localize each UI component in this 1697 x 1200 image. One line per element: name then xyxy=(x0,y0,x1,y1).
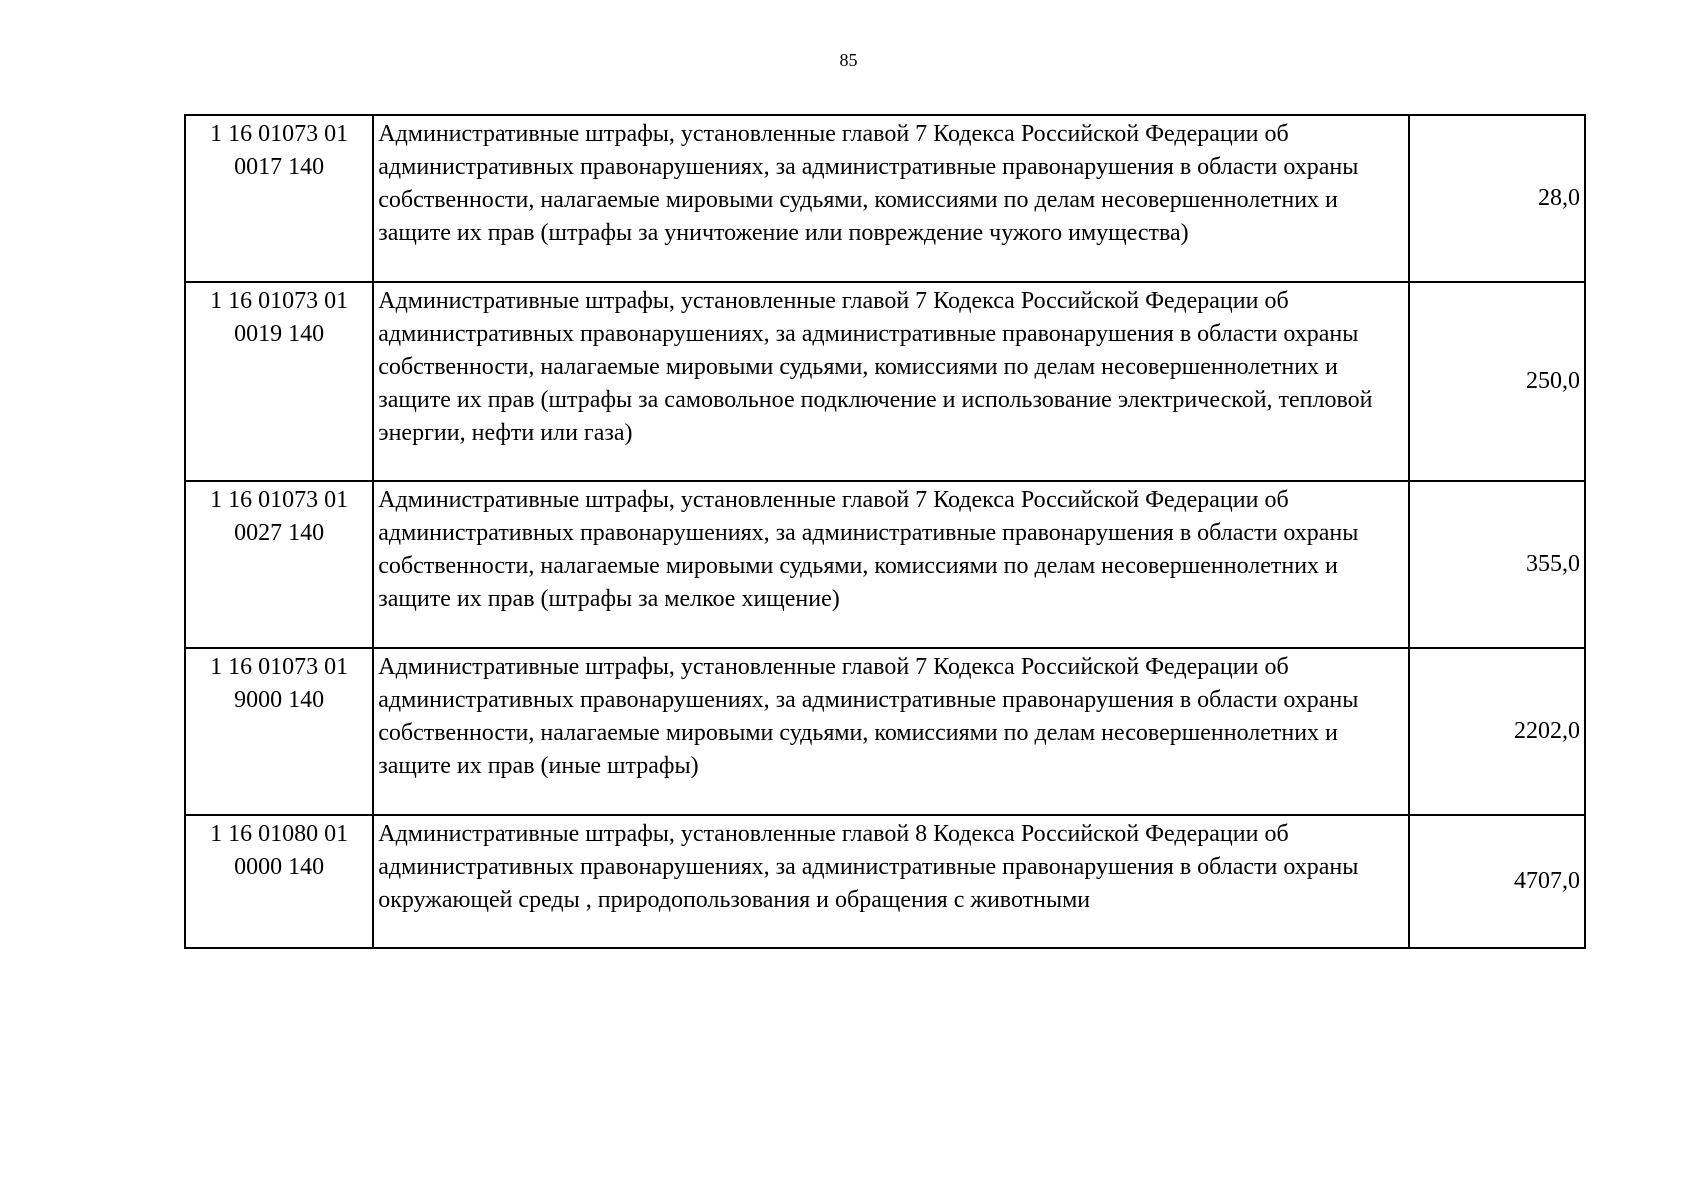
income-description: Административные штрафы, установленные главой 7 Кодекса Российской Федерации об административных правонарушениях, за административные правонарушения в области охраны собственности, налагаемые мировыми судьями, комиссиями по делам несовершеннолетних и защите их прав (штрафы за мелкое хищение) xyxy=(373,481,1408,648)
table-row xyxy=(185,648,1585,815)
budget-code-line: 1 16 01073 01 xyxy=(210,487,349,513)
income-description: Административные штрафы, установленные главой 8 Кодекса Российской Федерации об административных правонарушениях, за административные правонарушения в области охраны окружающей среды , природопользования и обращения с животными xyxy=(373,815,1408,948)
income-description: Административные штрафы, установленные главой 7 Кодекса Российской Федерации об административных правонарушениях, за административные правонарушения в области охраны собственности, налагаемые мировыми судьями, комиссиями по делам несовершеннолетних и защите их прав (штрафы за уничтожение или повреждение чужого имущества) xyxy=(373,115,1408,282)
page-number: 85 xyxy=(839,50,858,70)
budget-code-line: 0000 140 xyxy=(234,854,325,880)
budget-code xyxy=(185,815,373,948)
income-description: Административные штрафы, установленные главой 7 Кодекса Российской Федерации об административных правонарушениях, за административные правонарушения в области охраны собственности, налагаемые мировыми судьями, комиссиями по делам несовершеннолетних и защите их прав (иные штрафы) xyxy=(373,648,1408,815)
budget-code-line: 0019 140 xyxy=(234,321,325,347)
budget-table xyxy=(184,114,1586,949)
table-row xyxy=(185,481,1585,648)
amount: 4707,0 xyxy=(1409,815,1585,948)
budget-code-line: 1 16 01080 01 xyxy=(210,821,349,847)
table-row xyxy=(185,282,1585,481)
budget-code-line: 0027 140 xyxy=(234,520,325,546)
budget-code-line: 1 16 01073 01 xyxy=(210,288,349,314)
amount: 250,0 xyxy=(1409,282,1585,481)
amount: 28,0 xyxy=(1409,115,1585,282)
budget-code-line: 0017 140 xyxy=(234,154,325,180)
budget-code xyxy=(185,481,373,648)
table-row xyxy=(185,115,1585,282)
income-description: Административные штрафы, установленные главой 7 Кодекса Российской Федерации об административных правонарушениях, за административные правонарушения в области охраны собственности, налагаемые мировыми судьями, комиссиями по делам несовершеннолетних и защите их прав (штрафы за самовольное подключение и использование электрической, тепловой энергии, нефти или газа) xyxy=(373,282,1408,481)
amount: 355,0 xyxy=(1409,481,1585,648)
budget-code xyxy=(185,282,373,481)
budget-code xyxy=(185,648,373,815)
amount: 2202,0 xyxy=(1409,648,1585,815)
budget-code-line: 1 16 01073 01 xyxy=(210,654,349,680)
budget-code-line: 9000 140 xyxy=(234,687,325,713)
budget-code xyxy=(185,115,373,282)
table-row xyxy=(185,815,1585,948)
budget-code-line: 1 16 01073 01 xyxy=(210,121,349,147)
